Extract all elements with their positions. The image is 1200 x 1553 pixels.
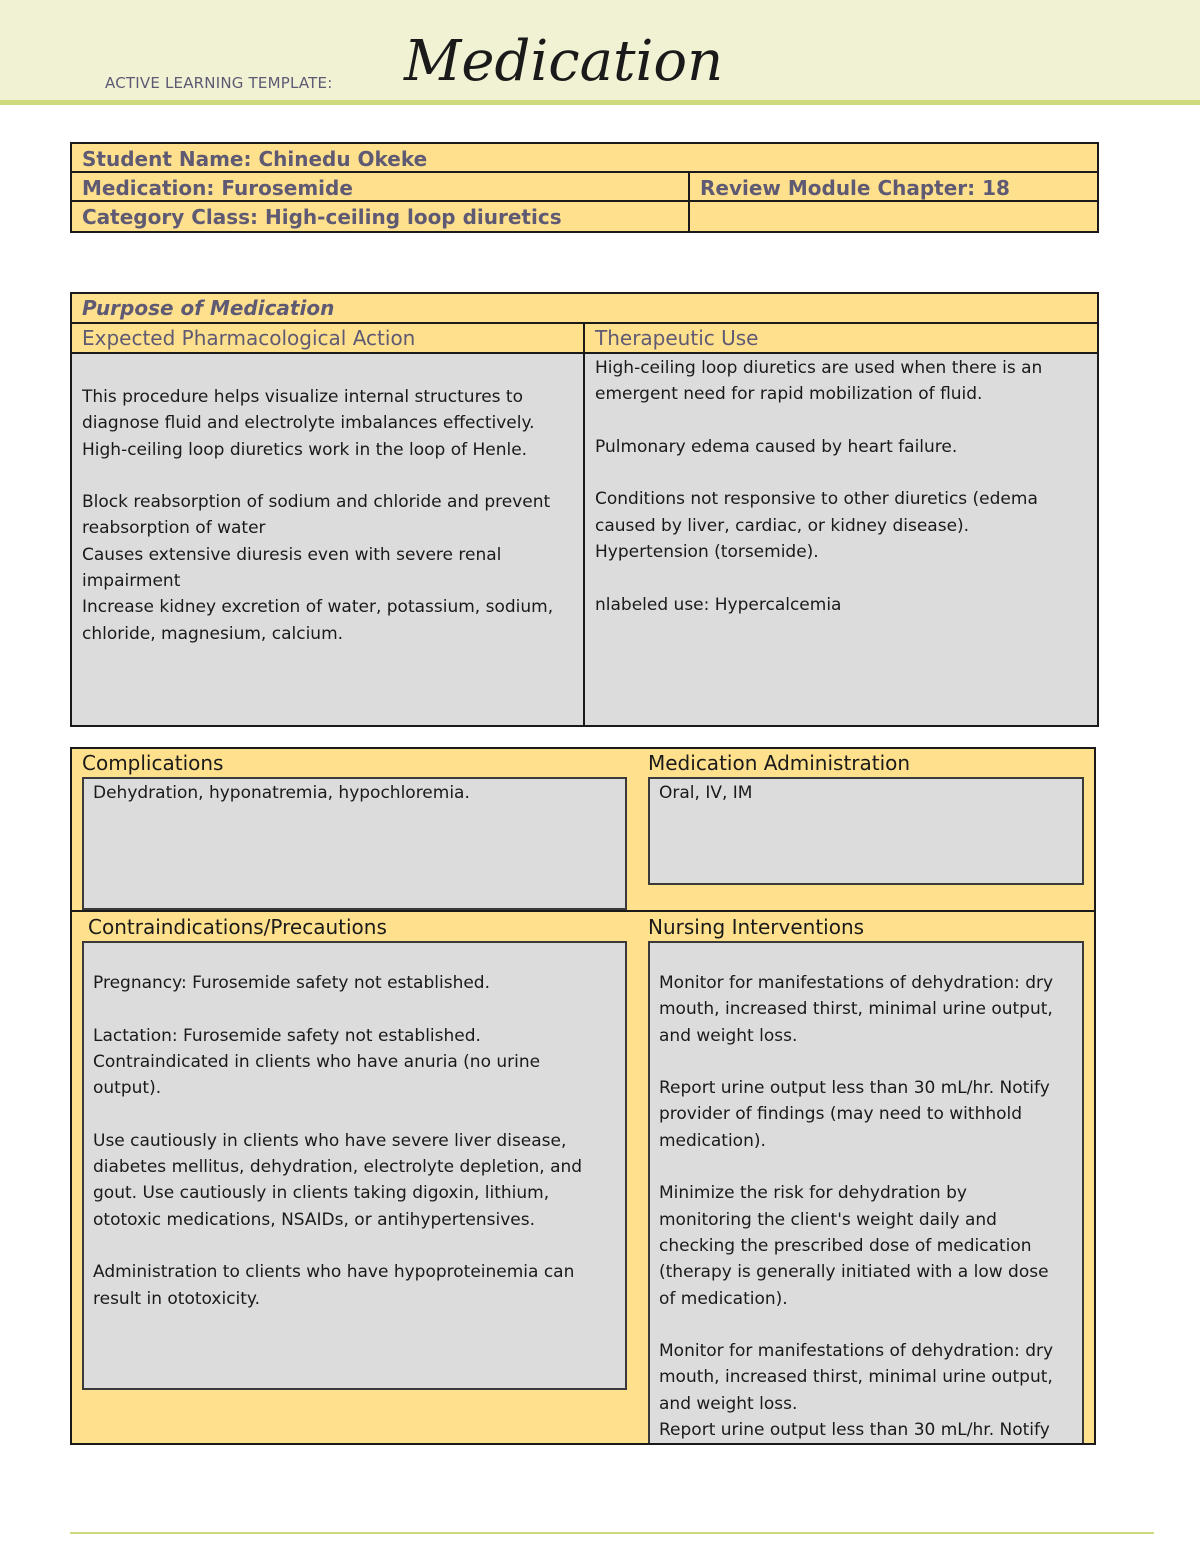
footer-rule: [70, 1532, 1154, 1534]
student-name-cell: [70, 142, 1099, 173]
category-class-cell: [70, 200, 690, 233]
action-text: This procedure helps visualize internal structures to diagnose fluid and electrolyte imbalances effectively. High-ceiling loop diuretics work in the loop of Henle. Block reabsorption of sodium and chloride and prevent reabsorption of water Causes extensive diuresis even with severe renal impairment Increase kidney excretion of water, potassium, sodium, chloride, magnesium, calcium.: [82, 387, 554, 644]
header-divider: [0, 100, 1200, 105]
nursing-text: Monitor for manifestations of dehydration: dry mouth, increased thirst, minimal urine output, and weight loss. Report urine output less than 30 mL/hr. Notify provider of findings (may need to withhold medication). Minimize the risk for dehydration by monitoring the client's weight daily and checking the prescribed dose of medication (therapy is generally initiated with a low dose of medication). Monitor for manifestations of dehydration: dry mouth, increased thirst, minimal urine output, and weight loss. Report urine output less than 30 mL/hr. Notify: [659, 973, 1054, 1441]
template-label: ACTIVE LEARNING TEMPLATE:: [105, 74, 333, 92]
complications-text: Dehydration, hyponatremia, hypochloremia.: [93, 783, 470, 803]
category-class: Category Class: High-ceiling loop diuretics: [82, 205, 562, 229]
nursing-title: Nursing Interventions: [648, 915, 865, 939]
administration-text: Oral, IV, IM: [659, 783, 753, 803]
therapeutic-heading: Therapeutic Use: [595, 326, 759, 350]
contraindications-title: Contraindications/Precautions: [88, 915, 387, 939]
contraindications-text: Pregnancy: Furosemide safety not established. Lactation: Furosemide safety not established. Contraindicated in clients who have anuria (no urine output). Use cautiously in clients who have severe liver disease, diabetes mellitus, dehydration, electrolyte depletion, and gout. Use cautiously in clients taking digoxin, lithium, ototoxic medications, NSAIDs, or antihypertensives. Administration to clients who have hypoproteinemia can result in ototoxicity.: [93, 973, 583, 1309]
review-module-cell: [688, 171, 1099, 202]
page-title: Medication: [404, 29, 724, 94]
student-name: Student Name: Chinedu Okeke: [82, 147, 428, 171]
review-module-chapter: Review Module Chapter: 18: [700, 176, 1010, 200]
action-heading: Expected Pharmacological Action: [82, 326, 416, 350]
medication-cell: [70, 171, 690, 202]
complications-title: Complications: [82, 751, 224, 775]
medication-name: Medication: Furosemide: [82, 176, 353, 200]
purpose-title: Purpose of Medication: [82, 296, 335, 320]
administration-title: Medication Administration: [648, 751, 911, 775]
empty-cell: [688, 200, 1099, 233]
therapeutic-text: High-ceiling loop diuretics are used when there is an emergent need for rapid mobilization of fluid. Pulmonary edema caused by heart failure. Conditions not responsive to other diuretics (edema caused by liver, cardiac, or kidney disease). Hypertension (torsemide). nlabeled use: Hypercalcemia: [595, 358, 1043, 615]
